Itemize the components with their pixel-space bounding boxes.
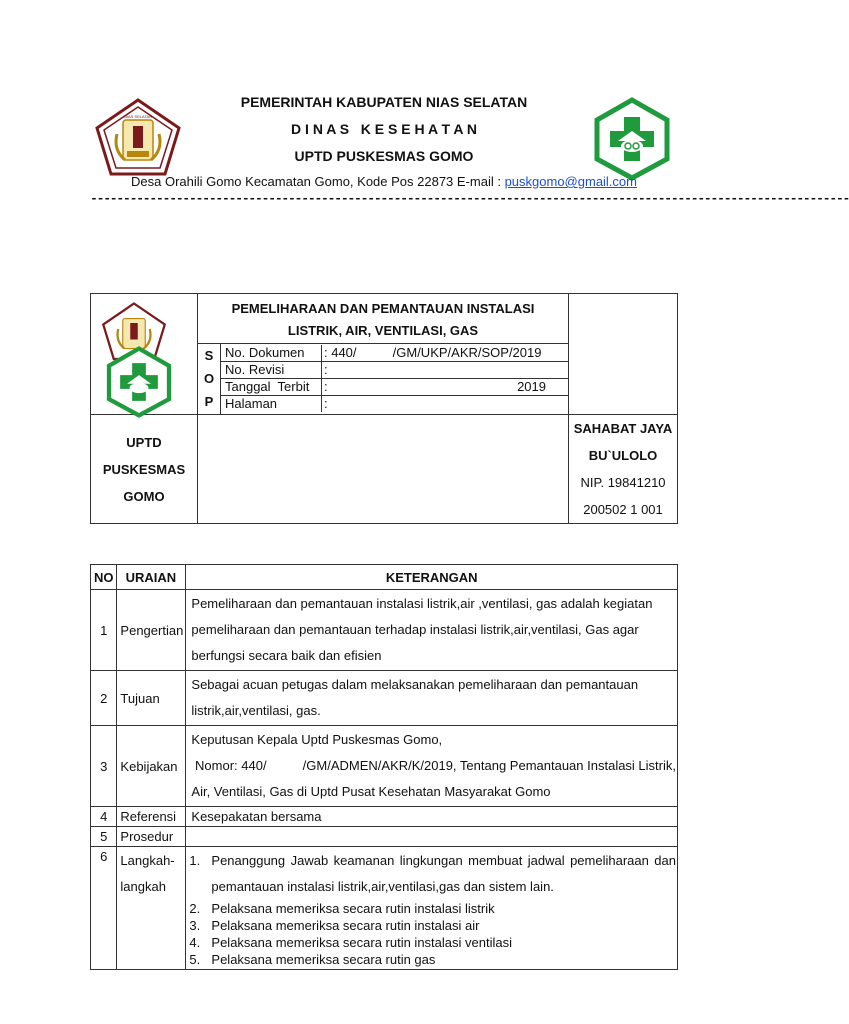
step-item [189, 934, 676, 951]
sop-sign-top-cell [569, 294, 678, 415]
sop-title-cell [198, 294, 569, 344]
sop-letter-o: O [203, 371, 215, 387]
row-uraian: Pengertian [117, 590, 186, 671]
info-value: : [322, 396, 569, 413]
header-line-1: PEMERINTAH KABUPATEN NIAS SELATAN [240, 94, 528, 110]
row-no: 2 [91, 671, 117, 726]
ket-line: Kesepakatan bersama [191, 809, 322, 824]
table-row [91, 590, 678, 671]
row-keterangan [186, 726, 678, 807]
row-no: 3 [91, 726, 117, 807]
info-row [221, 396, 568, 413]
health-logo [594, 97, 670, 181]
sop-letters-cell [198, 343, 221, 414]
sop-sign-cell [569, 415, 678, 524]
step-text: Pelaksana memeriksa secara rutin gas [211, 952, 436, 967]
org-line-1: UPTD [126, 434, 162, 450]
sop-title-line-2: LISTRIK, AIR, VENTILASI, GAS [287, 323, 479, 339]
step-item [189, 900, 676, 917]
sop-info-cell [221, 343, 569, 414]
step-number: 1. [189, 853, 201, 868]
step-item [189, 917, 676, 934]
info-value: : [322, 362, 569, 379]
regency-logo-label: NIAS SELATAN [123, 114, 153, 119]
header-uraian: URAIAN [117, 565, 186, 590]
row-no: 1 [91, 590, 117, 671]
ket-line: Air, Ventilasi, Gas di Uptd Pusat Kesehatan Masyarakat Gomo [191, 784, 551, 799]
info-year: 2019 [517, 379, 546, 395]
header-divider: ------------------------------------------------------------------------------------------------------------------- [90, 191, 849, 206]
row-uraian: Tujuan [117, 671, 186, 726]
ket-line: listrik,air,ventilasi, gas. [191, 703, 321, 718]
row-no: 6 [91, 847, 117, 970]
step-text: Pelaksana memeriksa secara rutin instalasi air [211, 918, 480, 933]
info-row [221, 379, 568, 396]
row-keterangan [186, 827, 678, 847]
sop-info-table [221, 345, 568, 412]
header-line-3: UPTD PUSKESMAS GOMO [294, 148, 474, 164]
address-line [0, 174, 768, 189]
info-row [221, 345, 568, 362]
info-label: No. Dokumen [221, 345, 322, 362]
info-value: : 440/ /GM/UKP/AKR/SOP/2019 [322, 345, 569, 362]
org-line-3: GOMO [123, 488, 165, 504]
row-uraian: Referensi [117, 807, 186, 827]
ket-line: Pemeliharaan dan pemantauan instalasi listrik,air ,ventilasi, gas adalah kegiatan [191, 596, 653, 611]
row-uraian: Prosedur [117, 827, 186, 847]
step-text: Pelaksana memeriksa secara rutin instalasi ventilasi [211, 935, 512, 950]
sop-letter-p: P [204, 394, 214, 410]
step-number: 3. [189, 918, 201, 933]
table-row [91, 671, 678, 726]
table-row [91, 847, 678, 970]
row-no: 5 [91, 827, 117, 847]
ket-line: pemeliharaan dan pemantauan terhadap instalasi listrik,air,ventilasi, Gas agar [191, 622, 639, 637]
info-label: No. Revisi [221, 362, 322, 379]
step-number: 5. [189, 952, 201, 967]
sop-logo-cell [91, 294, 198, 415]
row-keterangan [186, 671, 678, 726]
email-link[interactable]: puskgomo@gmail.com [504, 174, 637, 189]
signatory-nip-2: 200502 1 001 [583, 502, 663, 517]
info-value-cell [322, 379, 569, 396]
header-line-2: D I N A S K E S E H A T A N [291, 121, 477, 137]
ket-line: berfungsi secara baik dan efisien [191, 648, 382, 663]
sop-header-table [90, 293, 678, 524]
row-keterangan [186, 807, 678, 827]
row-no: 4 [91, 807, 117, 827]
header-keterangan: KETERANGAN [186, 565, 678, 590]
table-header-row [91, 565, 678, 590]
step-item [189, 951, 676, 968]
regency-logo [95, 98, 181, 178]
sop-letter-s: S [204, 348, 214, 364]
uraian-line: langkah [120, 879, 166, 894]
step-text: Pelaksana memeriksa secara rutin instalasi listrik [211, 901, 495, 916]
row-steps [186, 847, 678, 970]
ket-line: Keputusan Kepala Uptd Puskesmas Gomo, [191, 732, 443, 747]
ket-line: Nomor: 440/ /GM/ADMEN/AKR/K/2019, Tentang Pemantauan Instalasi Listrik, [191, 758, 676, 773]
sop-org-cell [91, 415, 198, 524]
signatory-nip-1: NIP. 19841210 [580, 475, 666, 490]
step-text: Penanggung Jawab keamanan lingkungan membuat jadwal pemeliharaan dan pemantauan instalasi listrik,air,ventilasi,gas dan sistem lain. [211, 853, 676, 894]
ket-line: Sebagai acuan petugas dalam melaksanakan pemeliharaan dan pemantauan [191, 677, 639, 692]
step-number: 2. [189, 901, 201, 916]
org-line-2: PUSKESMAS [102, 461, 186, 477]
row-uraian: Kebijakan [117, 726, 186, 807]
row-keterangan [186, 590, 678, 671]
table-row [91, 827, 678, 847]
header-no: NO [91, 565, 117, 590]
signatory-name-1: SAHABAT JAYA [573, 421, 673, 436]
health-logo-small [103, 346, 175, 421]
sop-blank-cell [198, 415, 569, 524]
table-row [91, 726, 678, 807]
info-value: : [324, 379, 328, 395]
info-label: Halaman [221, 396, 322, 413]
uraian-line: Langkah- [120, 853, 175, 868]
info-row [221, 362, 568, 379]
table-row [91, 807, 678, 827]
step-number: 4. [189, 935, 201, 950]
info-label: Tanggal Terbit [221, 379, 322, 396]
step-item [189, 848, 676, 900]
signatory-name-2: BU`ULOLO [588, 448, 658, 463]
sop-title-line-1: PEMELIHARAAN DAN PEMANTAUAN INSTALASI [231, 301, 535, 317]
row-uraian [117, 847, 186, 970]
procedure-table [90, 564, 678, 970]
address-text: Desa Orahili Gomo Kecamatan Gomo, Kode Pos 22873 E-mail : [131, 174, 505, 189]
